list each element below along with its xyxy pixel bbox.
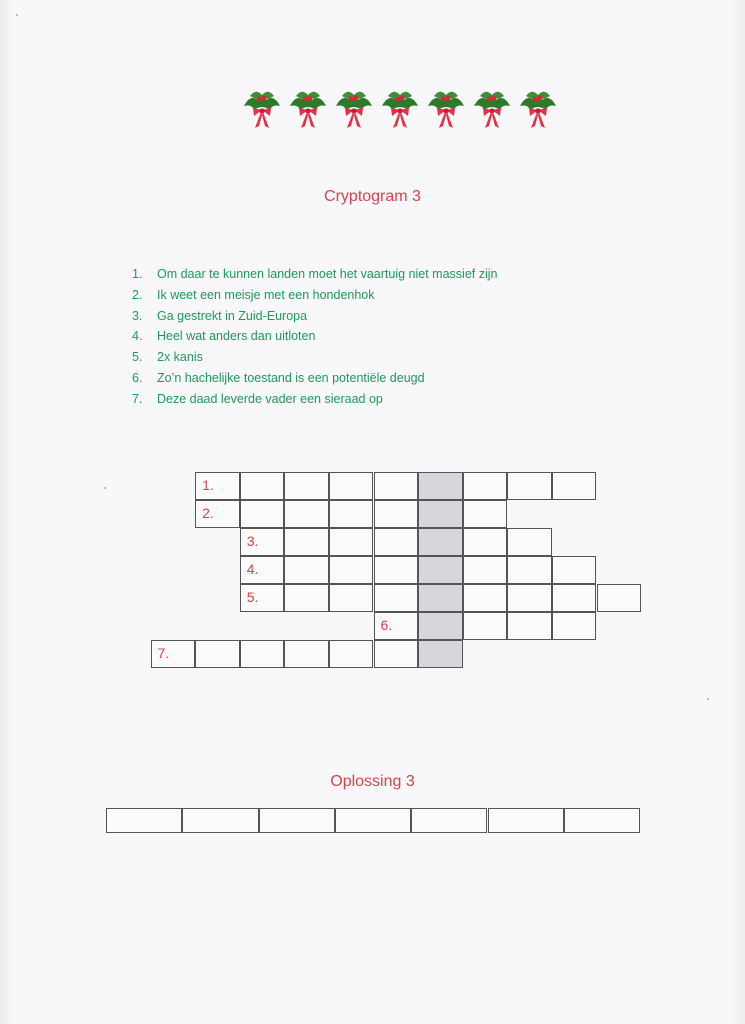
grid-cell-solution[interactable] (418, 528, 463, 556)
clue-text: Heel wat anders dan uitloten (157, 329, 316, 344)
clue-item (132, 306, 497, 327)
grid-cell-solution[interactable] (418, 500, 463, 528)
holly-icon (516, 86, 560, 132)
solution-box[interactable] (335, 808, 411, 833)
grid-cell[interactable] (329, 472, 374, 500)
grid-cell[interactable] (463, 528, 508, 556)
grid-cell[interactable] (240, 584, 285, 612)
clue-text: Deze daad leverde vader een sieraad op (157, 391, 383, 406)
grid-cell[interactable] (329, 584, 374, 612)
grid-cell[interactable] (374, 528, 419, 556)
solution-box[interactable] (106, 808, 182, 833)
grid-row-label: 1. (202, 477, 214, 493)
clue-text: 2x kanis (157, 350, 203, 365)
grid-row-label: 3. (246, 533, 259, 549)
grid-cell[interactable] (507, 556, 552, 584)
clue-item (132, 326, 497, 347)
grid-cell[interactable] (329, 528, 374, 556)
grid-row-label: 2. (202, 505, 214, 521)
grid-row-label: 5. (246, 589, 259, 605)
grid-cell[interactable] (240, 556, 285, 584)
grid-cell[interactable] (374, 640, 419, 668)
clue-text: Ik weet een meisje met een hondenhok (157, 287, 375, 302)
grid-cell[interactable] (284, 640, 329, 668)
solution-title: Oplossing 3 (330, 773, 415, 790)
clue-number: 6. (132, 370, 143, 385)
grid-cell[interactable] (552, 584, 597, 612)
grid-cell[interactable] (552, 612, 597, 640)
grid-row-label: 7. (157, 645, 170, 661)
grid-cell[interactable] (463, 500, 508, 528)
grid-cell[interactable] (240, 500, 285, 528)
page-title: Cryptogram 3 (324, 188, 421, 205)
grid-cell[interactable] (374, 500, 419, 528)
grid-cell[interactable] (240, 640, 285, 668)
grid-cell[interactable] (329, 500, 374, 528)
holly-decoration-row (240, 86, 560, 134)
grid-cell-solution[interactable] (418, 612, 463, 640)
paper-speck (104, 487, 106, 489)
solution-box[interactable] (564, 808, 640, 833)
clue-number: 7. (132, 391, 143, 406)
clue-number: 5. (132, 350, 143, 365)
clue-item (132, 389, 497, 410)
clue-item (132, 347, 497, 368)
clue-number: 3. (132, 308, 143, 323)
solution-box[interactable] (411, 808, 487, 833)
holly-icon (332, 86, 376, 132)
grid-cell[interactable] (284, 556, 329, 584)
grid-cell[interactable] (374, 472, 419, 500)
grid-cell[interactable] (552, 556, 597, 584)
grid-cell-solution[interactable] (418, 640, 463, 668)
grid-cell-solution[interactable] (418, 556, 463, 584)
grid-cell[interactable] (463, 584, 508, 612)
clue-item (132, 368, 497, 389)
grid-cell[interactable] (374, 556, 419, 584)
grid-cell[interactable] (374, 612, 419, 640)
grid-cell[interactable] (463, 612, 508, 640)
paper-speck (16, 14, 18, 16)
grid-cell[interactable] (329, 556, 374, 584)
grid-cell[interactable] (552, 472, 597, 500)
grid-cell[interactable] (195, 640, 240, 668)
grid-cell-solution[interactable] (418, 584, 463, 612)
holly-icon (470, 86, 514, 132)
grid-cell[interactable] (195, 500, 240, 528)
grid-cell[interactable] (463, 556, 508, 584)
grid-row-label: 6. (380, 617, 393, 633)
clue-list (132, 264, 497, 410)
solution-box[interactable] (259, 808, 335, 833)
grid-cell[interactable] (284, 584, 329, 612)
grid-cell[interactable] (374, 584, 419, 612)
clue-item (132, 264, 497, 285)
grid-cell[interactable] (195, 472, 240, 500)
grid-cell[interactable] (507, 472, 552, 500)
grid-cell[interactable] (329, 640, 374, 668)
holly-icon (286, 86, 330, 132)
grid-cell[interactable] (284, 528, 329, 556)
holly-icon (424, 86, 468, 132)
clue-number: 2. (132, 287, 143, 302)
holly-icon (240, 86, 284, 132)
clue-text: Om daar te kunnen landen moet het vaartuig niet massief zijn (157, 267, 498, 281)
grid-cell-solution[interactable] (418, 472, 463, 500)
grid-cell[interactable] (507, 584, 552, 612)
grid-row-label: 4. (246, 561, 259, 577)
solution-box[interactable] (182, 808, 258, 833)
clue-text: Zo’n hachelijke toestand is een potentiële deugd (157, 370, 425, 385)
grid-cell[interactable] (240, 528, 285, 556)
grid-cell[interactable] (151, 640, 196, 668)
grid-cell[interactable] (284, 500, 329, 528)
clue-text: Ga gestrekt in Zuid-Europa (157, 308, 308, 323)
grid-cell[interactable] (463, 472, 508, 500)
clue-item (132, 285, 497, 306)
holly-icon (378, 86, 422, 132)
paper-speck (707, 698, 709, 700)
grid-cell[interactable] (240, 472, 285, 500)
grid-cell[interactable] (507, 528, 552, 556)
grid-cell[interactable] (284, 472, 329, 500)
clue-number: 1. (132, 267, 143, 281)
grid-cell[interactable] (597, 584, 642, 612)
grid-cell[interactable] (507, 612, 552, 640)
solution-box[interactable] (488, 808, 564, 833)
clue-number: 4. (132, 329, 143, 344)
